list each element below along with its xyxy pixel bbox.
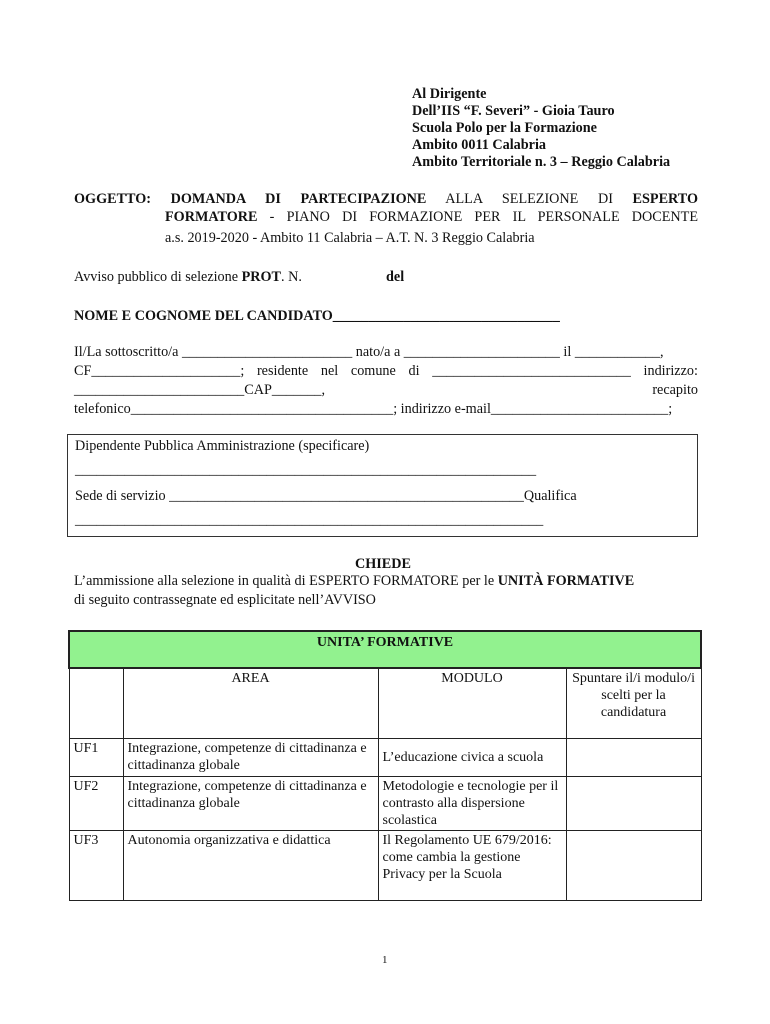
table-cell-code: UF2 <box>69 776 123 830</box>
declaration-word: nel <box>320 363 339 379</box>
addressee-block <box>412 86 732 171</box>
subject-label: OGGETTO: <box>74 191 151 207</box>
units-table <box>68 630 702 901</box>
declaration-word: CF_____________________; <box>74 363 245 379</box>
employee-box <box>67 434 698 537</box>
table-cell-code: UF1 <box>69 738 123 776</box>
table-row <box>69 830 701 900</box>
addressee-line: Dell’IIS “F. Severi” - Gioia Tauro <box>412 103 615 119</box>
employee-box-service: Sede di servizio __________________________________________________Qualifica <box>75 488 577 504</box>
page-number: 1 <box>382 954 388 966</box>
table-header-modulo: MODULO <box>378 668 566 738</box>
table-cell-checkbox[interactable] <box>566 776 701 830</box>
table-cell-checkbox[interactable] <box>566 830 701 900</box>
request-text: L’ammissione alla selezione in qualità di ESPERTO FORMATORE per le <box>74 573 495 589</box>
subject-line-2 <box>165 209 698 226</box>
declaration-row-2 <box>74 363 698 380</box>
candidate-title: NOME E COGNOME DEL CANDIDATO________________________________ <box>74 308 560 324</box>
table-row <box>69 776 701 830</box>
request-heading: CHIEDE <box>355 556 411 572</box>
notice-date-label: del <box>386 269 405 285</box>
subject-text-2: - PIANO DI FORMAZIONE PER IL PERSONALE DOCENTE <box>269 209 699 225</box>
notice-prefix: Avviso pubblico di selezione <box>74 269 239 285</box>
subject-title: DOMANDA DI PARTECIPAZIONE <box>170 191 427 207</box>
table-cell-modulo: Il Regolamento UE 679/2016: come cambia la gestione Privacy per la Scuola <box>378 830 566 900</box>
table-row <box>69 738 701 776</box>
declaration-word: di <box>408 363 420 379</box>
table-cell-code: UF3 <box>69 830 123 900</box>
declaration-row-4: telefonico_____________________________________; indirizzo e-mail_________________________; <box>74 401 673 417</box>
declaration-row-3 <box>74 382 698 399</box>
table-cell-area: Autonomia organizzativa e didattica <box>123 830 378 900</box>
addressee-line: Ambito 0011 Calabria <box>412 137 546 153</box>
request-bold: UNITÀ FORMATIVE <box>497 573 635 589</box>
declaration-word: residente <box>256 363 309 379</box>
declaration-word: indirizzo: <box>643 363 698 379</box>
table-header-area: AREA <box>123 668 378 738</box>
subject-title-3: FORMATORE <box>165 209 258 225</box>
declaration-word: ____________________________ <box>432 363 631 379</box>
table-cell-area: Integrazione, competenze di cittadinanza e cittadinanza globale <box>123 776 378 830</box>
notice-prot: PROT <box>241 269 282 285</box>
addressee-line: Scuola Polo per la Formazione <box>412 120 597 136</box>
table-title-row <box>69 631 701 668</box>
declaration-word: comune <box>350 363 396 379</box>
notice-line <box>74 269 302 286</box>
addressee-line: Al Dirigente <box>412 86 487 102</box>
declaration-word: ________________________CAP_______, <box>74 382 326 398</box>
table-cell-modulo: L’educazione civica a scuola <box>378 738 566 776</box>
addressee-line: Ambito Territoriale n. 3 – Reggio Calabria <box>412 154 671 170</box>
declaration-word: recapito <box>652 382 698 398</box>
subject-line-3: a.s. 2019-2020 - Ambito 11 Calabria – A.T. N. 3 Reggio Calabria <box>165 230 535 246</box>
employee-box-blank-2: __________________________________________________________________ <box>75 512 544 528</box>
table-cell-area: Integrazione, competenze di cittadinanza e cittadinanza globale <box>123 738 378 776</box>
declaration-row-1: Il/La sottoscritto/a ________________________ nato/a a ______________________ il ____________, <box>74 344 664 360</box>
notice-number-label: . N. <box>281 269 302 285</box>
table-cell-modulo: Metodologie e tecnologie per il contrasto alla dispersione scolastica <box>378 776 566 830</box>
table-title: UNITA’ FORMATIVE <box>69 631 701 668</box>
request-text-2: di seguito contrassegnate ed esplicitate nell’AVVISO <box>74 592 376 608</box>
table-header-check: Spuntare il/i modulo/i scelti per la candidatura <box>566 668 701 738</box>
table-header-row <box>69 668 701 738</box>
request-text-1 <box>74 573 634 590</box>
employee-box-heading: Dipendente Pubblica Amministrazione (specificare) <box>75 438 370 454</box>
subject-line-1 <box>74 191 698 208</box>
table-header-empty <box>69 668 123 738</box>
subject-text: ALLA SELEZIONE DI <box>445 191 613 207</box>
subject-title-2: ESPERTO <box>632 191 699 207</box>
employee-box-blank: _________________________________________________________________ <box>75 462 537 478</box>
table-cell-checkbox[interactable] <box>566 738 701 776</box>
